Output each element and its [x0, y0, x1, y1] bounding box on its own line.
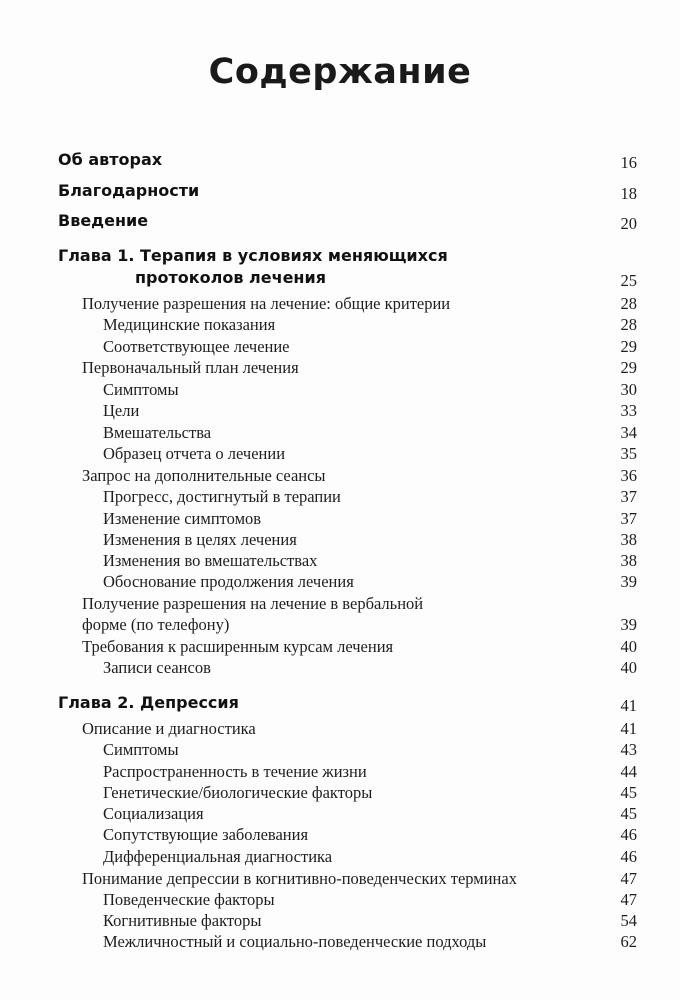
toc-entry-page: 29	[620, 337, 637, 356]
toc-entry-title: Благодарности	[58, 181, 200, 200]
toc-entry-title: Об авторах	[58, 150, 163, 169]
toc-entry-title: Изменение симптомов	[103, 509, 262, 528]
toc-entry-page: 39	[620, 615, 637, 634]
toc-entry-page: 38	[620, 551, 637, 570]
toc-entry-title: Дифференциальная диагностика	[103, 847, 333, 866]
toc-entry-page: 45	[620, 804, 637, 823]
toc-entry-page: 62	[620, 932, 637, 951]
toc-entry-title: Глава 1. Терапия в условиях меняющихся	[58, 246, 448, 265]
toc-entry-title: Вмешательства	[103, 423, 212, 442]
toc-entry-page: 43	[620, 740, 637, 759]
toc-entry-page: 30	[620, 380, 637, 399]
toc-entry-title-continued: протоколов лечения	[135, 268, 326, 287]
toc-entry-title: Социализация	[103, 804, 204, 823]
toc-entry-title: Обоснование продолжения лечения	[103, 572, 354, 591]
toc-entry-title: Медицинские показания	[103, 315, 276, 334]
toc-entry-page: 54	[620, 911, 637, 930]
toc-entry-title: Сопутствующие заболевания	[103, 825, 309, 844]
toc-entry-page: 37	[620, 487, 637, 506]
toc-entry-page: 36	[620, 466, 637, 485]
toc-entry-page: 28	[620, 315, 637, 334]
toc-entry-page: 33	[620, 401, 637, 420]
toc-entry-title: Изменения во вмешательствах	[103, 551, 318, 570]
toc-entry-page: 45	[620, 783, 637, 802]
toc-entry-page: 40	[620, 637, 637, 656]
toc-entry-title-continued: форме (по телефону)	[82, 615, 230, 634]
toc-entry-title: Образец отчета о лечении	[103, 444, 286, 463]
toc-entry-title: Межличностный и социально-поведенческие подходы	[103, 932, 487, 951]
toc-entry-title: Когнитивные факторы	[103, 911, 262, 930]
toc-entry-page: 35	[620, 444, 637, 463]
toc-entry-page: 39	[620, 572, 637, 591]
toc-entry-page: 38	[620, 530, 637, 549]
toc-entry-page: 34	[620, 423, 637, 442]
toc-entry-page: 20	[620, 214, 637, 233]
toc-entry-title: Генетические/биологические факторы	[103, 783, 373, 802]
toc-entry-page: 40	[620, 658, 637, 677]
toc-entry-title: Понимание депрессии в когнитивно-поведенческих терминах	[82, 869, 517, 888]
toc-entry-title: Первоначальный план лечения	[82, 358, 299, 377]
toc-entry-page: 18	[620, 184, 637, 203]
toc-entry-title: Записи сеансов	[103, 658, 211, 677]
toc-entry-title: Цели	[103, 401, 140, 420]
toc-entry-title: Изменения в целях лечения	[103, 530, 297, 549]
toc-entry-title: Симптомы	[103, 740, 179, 759]
toc-entry-title: Требования к расширенным курсам лечения	[82, 637, 394, 656]
toc-entry-title: Прогресс, достигнутый в терапии	[103, 487, 341, 506]
toc-entry-page: 46	[620, 825, 637, 844]
toc-entry-title: Симптомы	[103, 380, 179, 399]
toc-entry-title: Глава 2. Депрессия	[58, 693, 239, 712]
toc-entry-title: Распространенность в течение жизни	[103, 762, 367, 781]
toc-entry-page: 28	[620, 294, 637, 313]
toc-entry-title: Поведенческие факторы	[103, 890, 275, 909]
toc-entry-page: 41	[620, 719, 637, 738]
toc-entry-page: 29	[620, 358, 637, 377]
toc-entry-title: Описание и диагностика	[82, 719, 256, 738]
toc-entry-page: 47	[620, 869, 637, 888]
toc-entry-page: 41	[620, 696, 637, 715]
toc-entry-page: 25	[620, 271, 637, 290]
page-title: Содержание	[208, 52, 472, 92]
toc-entry-title: Соответствующее лечение	[103, 337, 290, 356]
toc-entry-page: 44	[620, 762, 637, 781]
toc-entry-title: Получение разрешения на лечение: общие критерии	[82, 294, 451, 313]
toc-entry-page: 47	[620, 890, 637, 909]
toc-entry-page: 37	[620, 509, 637, 528]
toc-entry-title: Получение разрешения на лечение в вербальной	[82, 594, 424, 613]
toc-entry-page: 46	[620, 847, 637, 866]
toc-entry-title: Запрос на дополнительные сеансы	[82, 466, 326, 485]
toc-entry-page: 16	[620, 153, 637, 172]
toc-entry-title: Введение	[58, 211, 149, 230]
